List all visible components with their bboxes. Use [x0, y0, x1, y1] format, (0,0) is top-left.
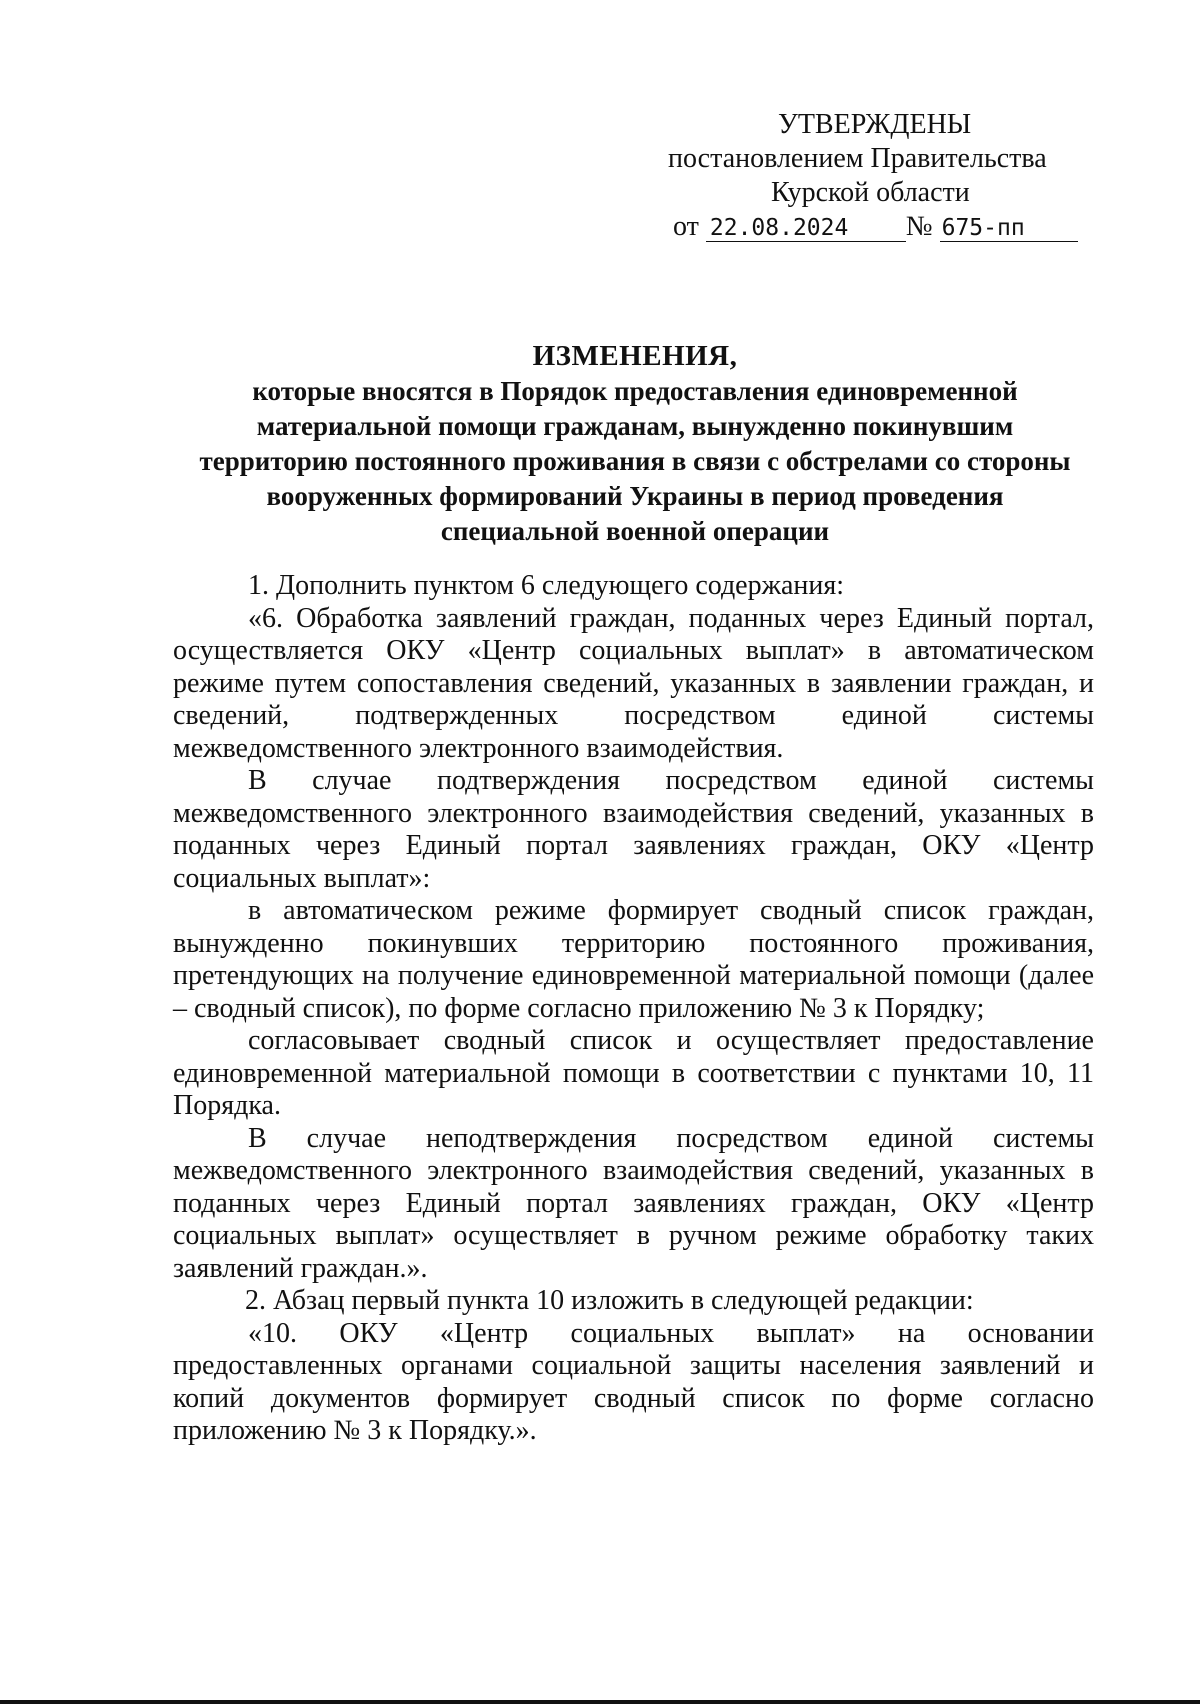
heading-line: специальной военной операции — [440, 516, 830, 546]
paragraph-item-1: 1. Дополнить пунктом 6 следующего содержания: — [248, 570, 845, 601]
heading-line: вооруженных формирований Украины в период проведения — [266, 481, 1004, 511]
approval-number: 675-пп — [940, 215, 1078, 242]
approval-date: 22.08.2024 — [706, 215, 906, 242]
document-body — [173, 570, 1094, 1448]
heading-line: которые вносятся в Порядок предоставления единовременной — [252, 376, 1018, 406]
heading-line: материальной помощи гражданам, вынужденно покинувшим — [256, 411, 1014, 441]
paragraph-item-2: 2. Абзац первый пункта 10 изложить в следующей редакции: — [245, 1285, 974, 1316]
document-heading — [150, 339, 1120, 549]
approval-region: Курской области — [771, 177, 970, 208]
paragraph-clause-10: «10. ОКУ «Центр социальных выплат» на основании предоставленных органами социальной защиты населения заявлений и копий документов формирует сводный список по форме согласно приложению № 3 к Порядку.». — [173, 1317, 1094, 1446]
approval-block — [640, 108, 1100, 244]
scan-bottom-edge — [0, 1700, 1200, 1704]
heading-line: территорию постоянного проживания в связи с обстрелами со стороны — [199, 446, 1071, 476]
paragraph-confirmation-case: В случае подтверждения посредством единой системы межведомственного электронного взаимодействия сведений, указанных в поданных через Единый портал заявлениях граждан, ОКУ «Центр социальных выплат»: — [173, 765, 1094, 894]
paragraph-auto-list: в автоматическом режиме формирует сводный список граждан, вынужденно покинувших территорию постоянного проживания, претендующих на получение единовременной материальной помощи (далее – сводный список), по форме согласно приложению № 3 к Порядку; — [173, 895, 1094, 1024]
paragraph-approve-list: согласовывает сводный список и осуществляет предоставление единовременной материальной помощи в соответствии с пунктами 10, 11 Порядка. — [173, 1025, 1094, 1121]
paragraph-clause-6: «6. Обработка заявлений граждан, поданных через Единый портал, осуществляется ОКУ «Центр социальных выплат» в автоматическом режиме путем сопоставления сведений, указанных в заявлении граждан, и сведений, подтвержденных посредством единой системы межведомственного электронного взаимодействия. — [173, 602, 1094, 764]
approval-authority: постановлением Правительства — [668, 143, 1047, 174]
approval-title: УТВЕРЖДЕНЫ — [778, 109, 972, 140]
date-prefix: от — [673, 211, 699, 242]
number-prefix: № — [905, 211, 933, 242]
paragraph-non-confirmation-case: В случае неподтверждения посредством единой системы межведомственного электронного взаимодействия сведений, указанных в поданных через Единый портал заявлениях граждан, ОКУ «Центр социальных выплат» осуществляет в ручном режиме обработку таких заявлений граждан.». — [173, 1122, 1094, 1284]
heading-title: ИЗМЕНЕНИЯ, — [532, 340, 738, 372]
approval-date-line — [640, 210, 1100, 244]
